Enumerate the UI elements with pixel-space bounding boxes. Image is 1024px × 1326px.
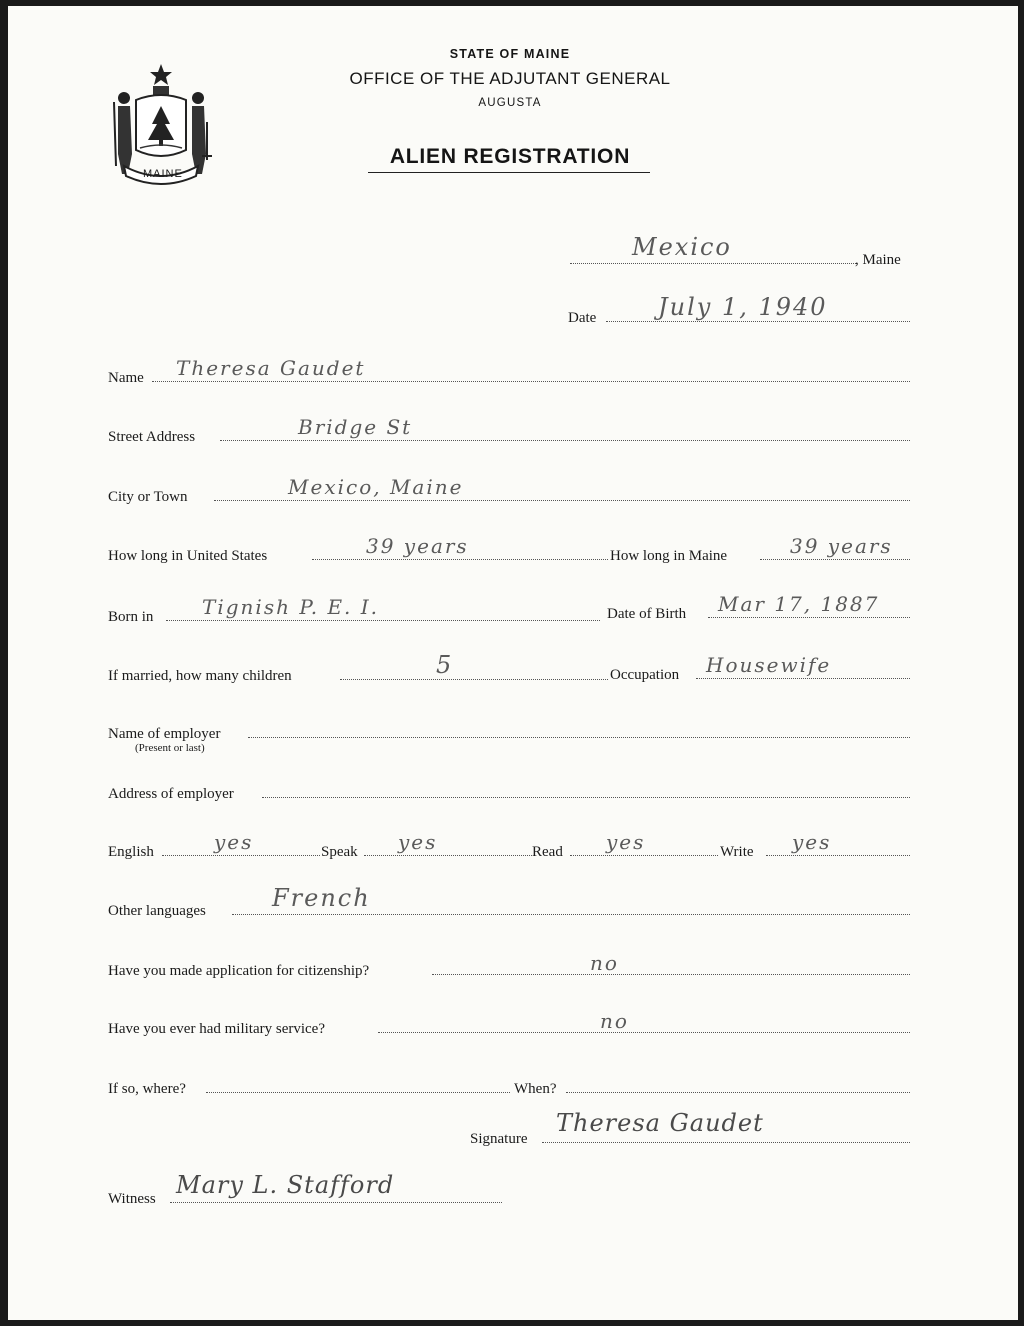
- signature-label: Signature: [470, 1131, 528, 1147]
- witness-line: [170, 1202, 502, 1203]
- other-languages-value[interactable]: French: [272, 884, 371, 912]
- other-languages-label: Other languages: [108, 903, 206, 919]
- write-line: [766, 855, 910, 856]
- english-line: [162, 855, 320, 856]
- street-line: [220, 440, 910, 441]
- speak-label: Speak: [321, 844, 358, 860]
- speak-line: [364, 855, 532, 856]
- occupation-line: [696, 678, 910, 679]
- children-label: If married, how many children: [108, 668, 292, 684]
- town-line: [570, 263, 856, 264]
- registration-form-sheet: [8, 6, 1018, 1320]
- city-value[interactable]: Mexico, Maine: [288, 475, 464, 499]
- write-value[interactable]: yes: [792, 830, 832, 854]
- signature-value[interactable]: Theresa Gaudet: [556, 1109, 764, 1137]
- occupation-value[interactable]: Housewife: [706, 653, 832, 677]
- dob-value[interactable]: Mar 17, 1887: [718, 592, 880, 616]
- born-in-value[interactable]: Tignish P. E. I.: [202, 595, 380, 619]
- citizenship-line: [432, 974, 910, 975]
- us-years-value[interactable]: 39 years: [366, 534, 469, 558]
- children-line: [340, 679, 608, 680]
- date-value[interactable]: July 1, 1940: [658, 293, 828, 321]
- write-label: Write: [720, 844, 754, 860]
- children-value[interactable]: 5: [436, 651, 454, 679]
- military-line: [378, 1032, 910, 1033]
- citizenship-label: Have you made application for citizenship?: [108, 963, 370, 979]
- born-in-label: Born in: [108, 609, 154, 625]
- employer-label: Name of employer: [108, 726, 221, 742]
- citizenship-value[interactable]: no: [590, 951, 619, 975]
- form-title: ALIEN REGISTRATION: [389, 145, 631, 168]
- office-heading: OFFICE OF THE ADJUTANT GENERAL: [349, 69, 671, 88]
- name-label: Name: [108, 370, 144, 386]
- date-label: Date: [568, 310, 597, 326]
- city-label: City or Town: [108, 489, 188, 505]
- occupation-label: Occupation: [610, 667, 680, 683]
- state-heading: STATE OF MAINE: [449, 47, 571, 61]
- military-label: Have you ever had military service?: [108, 1021, 325, 1037]
- where-label: If so, where?: [108, 1081, 186, 1097]
- english-value[interactable]: yes: [214, 830, 254, 854]
- form-title-underline: [368, 172, 650, 173]
- maine-years-label: How long in Maine: [610, 548, 728, 564]
- read-label: Read: [532, 844, 563, 860]
- born-in-line: [166, 620, 600, 621]
- witness-value[interactable]: Mary L. Stafford: [176, 1171, 395, 1199]
- dob-label: Date of Birth: [607, 606, 687, 622]
- us-years-line: [312, 559, 608, 560]
- seal-banner-text: MAINE: [143, 168, 183, 180]
- employer-line[interactable]: [248, 737, 910, 738]
- date-line: [606, 321, 910, 322]
- city-line: [214, 500, 910, 501]
- street-value[interactable]: Bridge St: [298, 415, 413, 439]
- name-value[interactable]: Theresa Gaudet: [176, 356, 366, 380]
- english-label: English: [108, 844, 154, 860]
- us-years-label: How long in United States: [108, 548, 268, 564]
- other-languages-line: [232, 914, 910, 915]
- street-label: Street Address: [108, 429, 196, 445]
- name-line: [152, 381, 910, 382]
- read-line: [570, 855, 718, 856]
- state-suffix-label: , Maine: [855, 252, 901, 268]
- when-label: When?: [514, 1081, 557, 1097]
- city-heading: AUGUSTA: [478, 97, 542, 109]
- when-line[interactable]: [566, 1092, 910, 1093]
- speak-value[interactable]: yes: [398, 830, 438, 854]
- witness-label: Witness: [108, 1191, 156, 1207]
- maine-years-line: [760, 559, 910, 560]
- signature-line: [542, 1142, 910, 1143]
- employer-address-label: Address of employer: [108, 786, 234, 802]
- maine-years-value[interactable]: 39 years: [790, 534, 893, 558]
- dob-line: [708, 617, 910, 618]
- employer-note: (Present or last): [135, 742, 205, 754]
- where-line[interactable]: [206, 1092, 510, 1093]
- read-value[interactable]: yes: [606, 830, 646, 854]
- town-value[interactable]: Mexico: [632, 233, 732, 261]
- military-value[interactable]: no: [600, 1009, 629, 1033]
- employer-address-line[interactable]: [262, 797, 910, 798]
